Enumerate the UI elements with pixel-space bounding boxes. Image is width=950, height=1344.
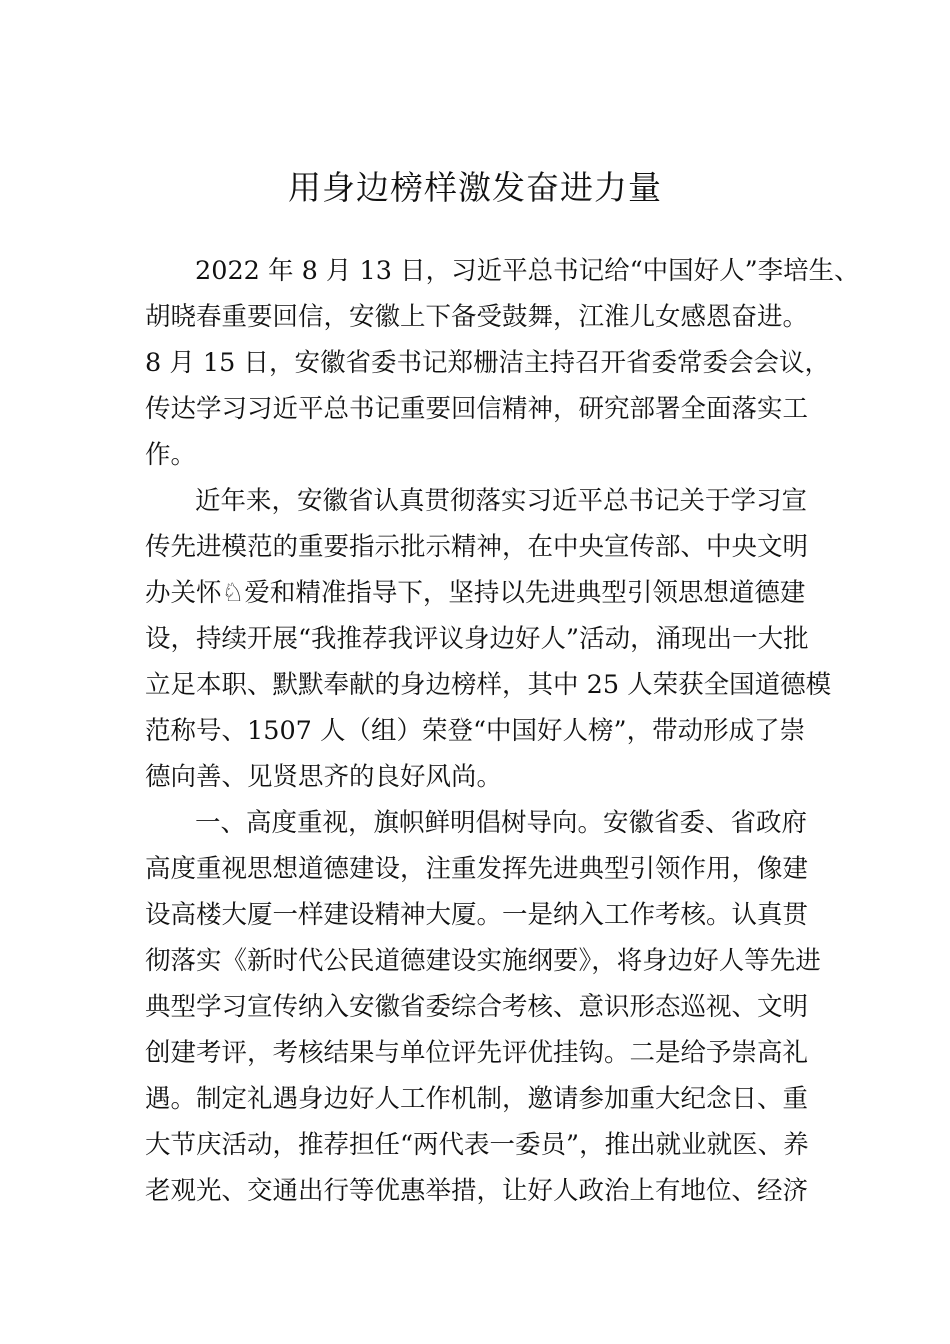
text-line: 作。 <box>145 440 197 470</box>
text-line: 典型学习宣传纳入安徽省委综合考核、意识形态巡视、文明 <box>145 992 809 1022</box>
text-line: 近年来，安徽省认真贯彻落实习近平总书记关于学习宣 <box>195 486 808 516</box>
text-line: 传达学习习近平总书记重要回信精神，研究部署全面落实工 <box>145 394 809 424</box>
text-line: 8 月 15 日，安徽省委书记郑栅洁主持召开省委常委会会议， <box>145 348 830 378</box>
text-line: 胡晓春重要回信，安徽上下备受鼓舞，江淮儿女感恩奋进。 <box>145 302 809 332</box>
text-line: 高度重视思想道德建设，注重发挥先进典型引领作用，像建 <box>145 854 809 884</box>
text-line: 创建考评，考核结果与单位评先评优挂钩。二是给予崇高礼 <box>145 1038 809 1068</box>
document-title: 用身边榜样激发奋进力量 <box>288 168 662 207</box>
text-line: 传先进模范的重要指示批示精神，在中央宣传部、中央文明 <box>145 532 809 562</box>
text-line: 设，持续开展“我推荐我评议身边好人”活动，涌现出一大批 <box>145 624 809 654</box>
text-line: 设高楼大厦一样建设精神大厦。一是纳入工作考核。认真贯 <box>145 900 809 930</box>
text-line: 彻落实《新时代公民道德建设实施纲要》，将身边好人等先进 <box>145 946 821 976</box>
text-line: 范称号、1507 人（组）荣登“中国好人榜”，带动形成了崇 <box>145 716 806 746</box>
text-line: 老观光、交通出行等优惠举措，让好人政治上有地位、经济 <box>145 1176 809 1206</box>
text-line: 办关怀♘爱和精准指导下，坚持以先进典型引领思想道德建 <box>145 578 806 608</box>
text-line: 德向善、见贤思齐的良好风尚。 <box>145 762 503 792</box>
text-line: 立足本职、默默奉献的身边榜样，其中 25 人荣获全国道德模 <box>145 670 832 700</box>
text-line: 一、高度重视，旗帜鲜明倡树导向。安徽省委、省政府 <box>195 808 808 838</box>
document-body <box>145 248 860 1214</box>
text-line: 遇。制定礼遇身边好人工作机制，邀请参加重大纪念日、重 <box>145 1084 809 1114</box>
text-line: 大节庆活动，推荐担任“两代表一委员”，推出就业就医、养 <box>145 1130 809 1160</box>
text-line: 2022 年 8 月 13 日，习近平总书记给“中国好人”李培生、 <box>195 256 860 286</box>
